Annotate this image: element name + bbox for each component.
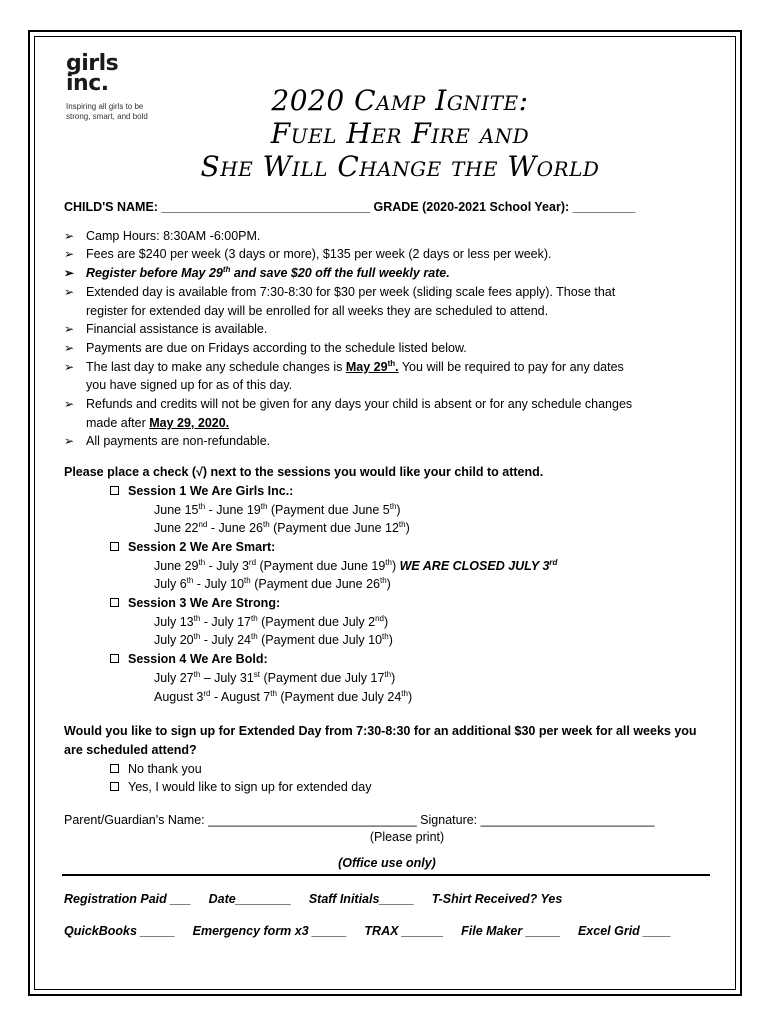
- office-row-1: [64, 890, 710, 908]
- arrow-bullet-icon: ➢: [64, 284, 75, 299]
- arrow-bullet-icon: ➢: [64, 359, 75, 374]
- arrow-bullet-icon: ➢: [64, 322, 75, 337]
- session-1-week-1: June 15th - June 19th (Payment due June 5th): [154, 501, 401, 517]
- session-2-week-1: June 29th - July 3rd (Payment due June 19th) WE ARE CLOSED JULY 3rd: [154, 557, 558, 573]
- office-divider: [62, 874, 710, 876]
- bullet-financial-assistance: ➢ Financial assistance is available.: [64, 320, 710, 339]
- title-line3: She Will Change the World: [200, 150, 600, 183]
- parent-name-field[interactable]: Parent/Guardian's Name: ______________________________: [64, 813, 417, 828]
- session-4-week-1: July 27th – July 31st (Payment due July 17th): [154, 669, 396, 685]
- bullet-non-refundable: ➢ All payments are non-refundable.: [64, 432, 710, 451]
- child-info-row: [64, 198, 710, 217]
- option-no-thank-you: No thank you: [64, 760, 710, 779]
- option-yes-extended: Yes, I would like to sign up for extended day: [64, 778, 710, 797]
- no-thank-you-checkbox[interactable]: [110, 764, 119, 773]
- arrow-bullet-icon: ➢: [64, 397, 75, 412]
- info-bullet-list: [64, 227, 710, 451]
- closed-note: WE ARE CLOSED JULY 3rd: [399, 557, 558, 573]
- session-4-checkbox[interactable]: [110, 654, 119, 663]
- logo-wordmark-line2: inc.: [66, 71, 109, 96]
- file-maker-field[interactable]: File Maker _____: [461, 924, 561, 939]
- date-field[interactable]: Date________: [208, 892, 292, 907]
- session-4-week-2: August 3rd - August 7th (Payment due July 24th): [154, 688, 413, 704]
- arrow-bullet-icon: ➢: [64, 434, 75, 449]
- session-2-title: Session 2 We Are Smart:: [128, 539, 276, 554]
- yes-extended-checkbox[interactable]: [110, 782, 119, 791]
- office-use-heading: (Office use only): [338, 856, 436, 871]
- bullet-fees: ➢ Fees are $240 per week (3 days or more), $135 per week (2 days or less per week).: [64, 245, 710, 264]
- session-3-title: Session 3 We Are Strong:: [128, 596, 281, 611]
- child-name-field[interactable]: CHILD'S NAME: ______________________________: [64, 200, 370, 214]
- quickbooks-field[interactable]: QuickBooks _____: [64, 924, 176, 939]
- bullet-register-early: ➢ Register before May 29th and save $20 off the full weekly rate.: [64, 264, 710, 283]
- office-row-2: [64, 922, 710, 940]
- session-1-week-2: June 22nd - June 26th (Payment due June 12th): [154, 520, 410, 536]
- form-content: [64, 198, 710, 940]
- arrow-bullet-icon: ➢: [64, 340, 75, 355]
- session-3: [64, 594, 710, 650]
- tshirt-received-field[interactable]: T-Shirt Received? Yes: [431, 892, 563, 907]
- emergency-form-field[interactable]: Emergency form x3 _____: [192, 924, 347, 939]
- please-print-note: (Please print): [369, 830, 445, 845]
- arrow-bullet-icon: ➢: [64, 266, 75, 281]
- session-1: [64, 482, 710, 538]
- trax-field[interactable]: TRAX ______: [364, 924, 444, 939]
- arrow-bullet-icon: ➢: [64, 247, 75, 262]
- session-2-week-2: July 6th - July 10th (Payment due June 26th): [154, 576, 391, 592]
- session-2-checkbox[interactable]: [110, 542, 119, 551]
- session-3-week-2: July 20th - July 24th (Payment due July 10th): [154, 632, 393, 648]
- session-4-title: Session 4 We Are Bold:: [128, 652, 268, 667]
- logo-tagline-line2: strong, smart, and bold: [66, 112, 148, 121]
- session-1-title: Session 1 We Are Girls Inc.:: [128, 483, 294, 498]
- bullet-refunds: ➢ Refunds and credits will not be given for any days your child is absent or for any schedule changes made after May 29, 2020.: [64, 397, 633, 430]
- arrow-bullet-icon: ➢: [64, 228, 75, 243]
- sessions-instruction: Please place a check (√) next to the sessions you would like your child to attend.: [64, 465, 544, 480]
- registration-paid-field[interactable]: Registration Paid ___: [64, 892, 192, 907]
- bullet-extended-day: ➢ Extended day is available from 7:30-8:30 for $30 per week (sliding scale fees apply). Those that register for extended day will be enrolled for all weeks they are scheduled to attend.: [64, 284, 616, 318]
- logo-tagline-line1: Inspiring all girls to be: [66, 102, 144, 111]
- title-line1: 2020 Camp Ignite:: [271, 84, 529, 117]
- session-1-checkbox[interactable]: [110, 486, 119, 495]
- bullet-schedule-changes: ➢ The last day to make any schedule changes is May 29th. You will be required to pay for any dates you have signed up for as of this day.: [64, 358, 624, 393]
- page-title: [100, 84, 700, 183]
- staff-initials-field[interactable]: Staff Initials_____: [308, 892, 415, 907]
- title-line2: Fuel Her Fire and: [270, 117, 530, 150]
- session-3-checkbox[interactable]: [110, 598, 119, 607]
- session-3-week-1: July 13th - July 17th (Payment due July 2nd): [154, 613, 389, 629]
- grade-field[interactable]: GRADE (2020-2021 School Year): _________: [373, 200, 636, 214]
- session-4: [64, 650, 710, 706]
- bullet-camp-hours: ➢ Camp Hours: 8:30AM -6:00PM.: [64, 227, 710, 246]
- signature-row: [64, 811, 710, 829]
- bullet-payments-due: ➢ Payments are due on Fridays according to the schedule listed below.: [64, 339, 710, 358]
- excel-grid-field[interactable]: Excel Grid ____: [577, 924, 672, 939]
- logo-wordmark-line1: girls: [66, 51, 119, 76]
- session-2: [64, 538, 710, 594]
- signature-field[interactable]: Signature: _________________________: [420, 813, 655, 828]
- extended-day-question: Would you like to sign up for Extended Day from 7:30-8:30 for an additional $30 per week for all weeks you are scheduled attend?: [64, 724, 697, 757]
